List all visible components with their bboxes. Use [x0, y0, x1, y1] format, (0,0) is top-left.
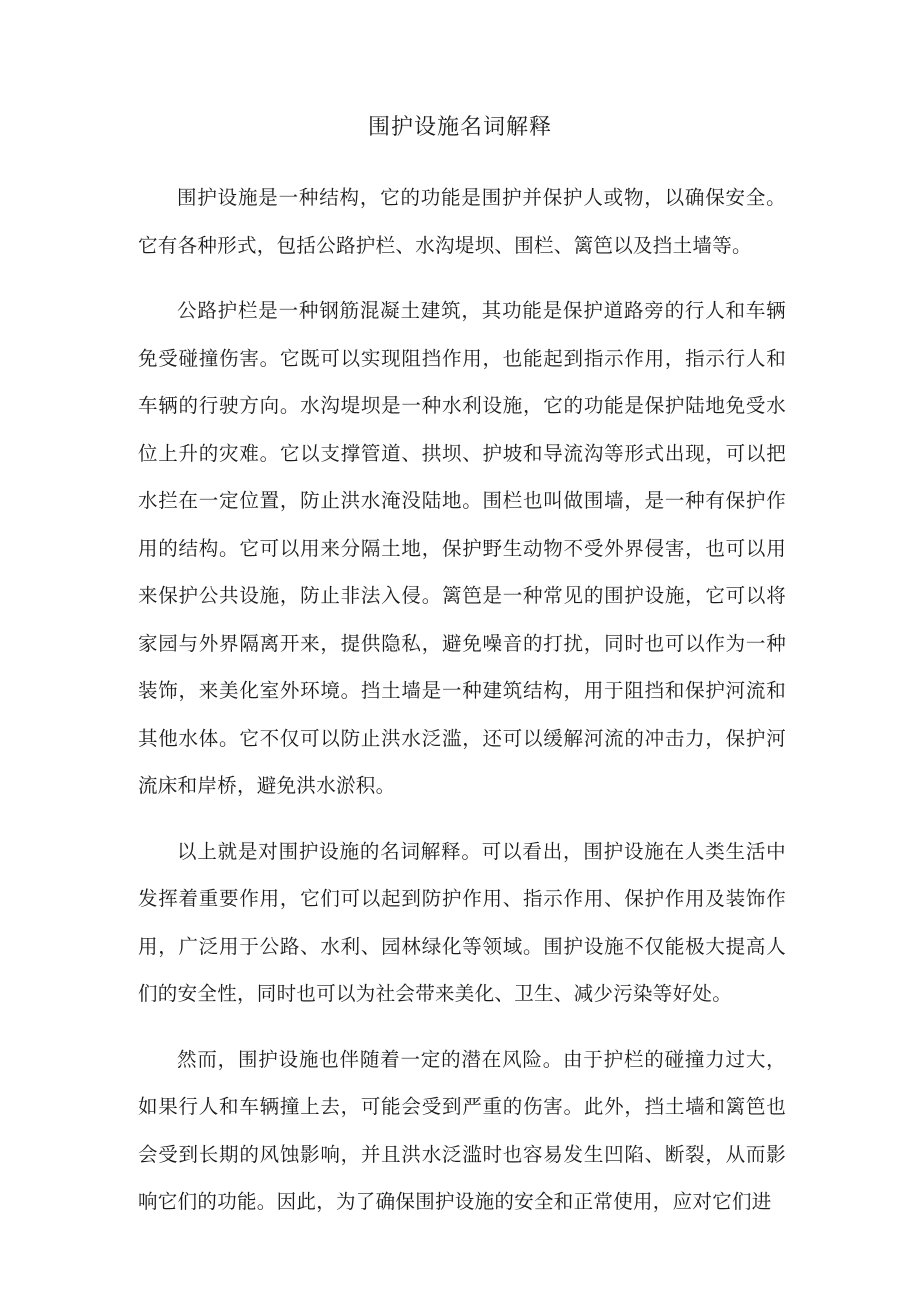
paragraph-types: 公路护栏是一种钢筋混凝土建筑，其功能是保护道路旁的行人和车辆免受碰撞伤害。它既可以实现阻挡作用，也能起到指示作用，指示行人和车辆的行驶方向。水沟堤坝是一种水利设施，它的功能是保护陆地免受水位上升的灾难。它以支撑管道、拱坝、护坡和导流沟等形式出现，可以把水拦在一定位置，防止洪水淹没陆地。围栏也叫做围墙，是一种有保护作用的结构。它可以用来分隔土地，保护野生动物不受外界侵害，也可以用来保护公共设施，防止非法入侵。篱笆是一种常见的围护设施，它可以将家园与外界隔离开来，提供隐私，避免噪音的打扰，同时也可以作为一种装饰，来美化室外环境。挡土墙是一种建筑结构，用于阻挡和保护河流和其他水体。它不仅可以防止洪水泛滥，还可以缓解河流的冲击力，保护河流床和岸桥，避免洪水淤积。: [138, 299, 786, 797]
document-title: 围护设施名词解释: [367, 115, 552, 140]
paragraph-risks: 然而，围护设施也伴随着一定的潜在风险。由于护栏的碰撞力过大，如果行人和车辆撞上去，可能会受到严重的伤害。此外，挡土墙和篱笆也会受到长期的风蚀影响，并且洪水泛滥时也容易发生凹陷、断裂，从而影响它们的功能。因此，为了确保围护设施的安全和正常使用，应对它们进: [138, 1047, 786, 1213]
paragraph-summary: 以上就是对围护设施的名词解释。可以看出，围护设施在人类生活中发挥着重要作用，它们可以起到防护作用、指示作用、保护作用及装饰作用，广泛用于公路、水利、园林绿化等领域。围护设施不仅能极大提高人们的安全性，同时也可以为社会带来美化、卫生、减少污染等好处。: [138, 839, 786, 1005]
paragraph-intro: 围护设施是一种结构，它的功能是围护并保护人或物，以确保安全。它有各种形式，包括公路护栏、水沟堤坝、围栏、篱笆以及挡土墙等。: [138, 186, 786, 257]
document-body: [138, 174, 786, 1244]
